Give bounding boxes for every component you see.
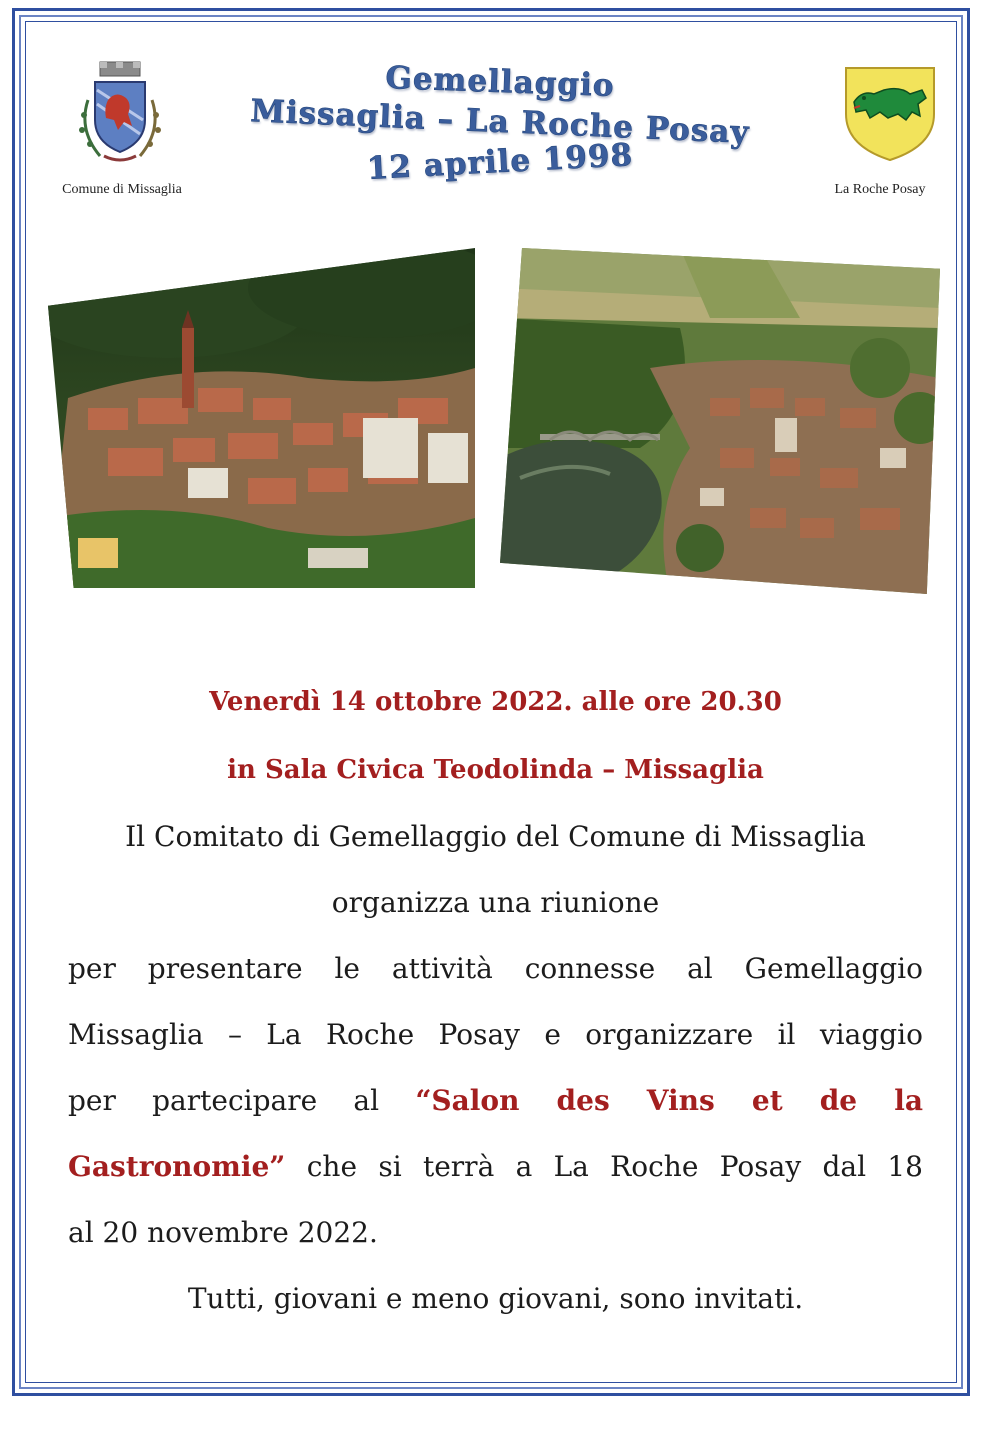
- missaglia-logo-caption: Comune di Missaglia: [62, 182, 182, 197]
- salon-name-part2: Gastronomie”: [68, 1150, 286, 1183]
- missaglia-crest-logo: [70, 60, 170, 170]
- missaglia-aerial-photo: [48, 248, 475, 588]
- la-roche-posay-crest-logo: [840, 64, 940, 164]
- body-line-7: al 20 novembre 2022.: [68, 1216, 378, 1249]
- body-line-4: Missaglia – La Roche Posay e organizzare il viaggio: [68, 1018, 923, 1051]
- body-line-2: organizza una riunione: [331, 886, 660, 919]
- body-line-3: per presentare le attività connesse al Gemellaggio: [68, 952, 923, 985]
- announcement-body: [68, 668, 923, 1332]
- la-roche-posay-logo-caption: La Roche Posay: [834, 182, 926, 197]
- body-line-6: [68, 1134, 923, 1200]
- body-line-6-text: che si terrà a La Roche Posay dal 18: [306, 1150, 924, 1183]
- event-date-line: Venerdì 14 ottobre 2022. alle ore 20.30: [209, 687, 782, 717]
- body-line-5: [68, 1068, 923, 1134]
- event-place-line: in Sala Civica Teodolinda – Missaglia: [227, 755, 764, 785]
- title-line-gemellaggio: Gemellaggio: [384, 60, 616, 104]
- body-line-5-text: per partecipare al: [68, 1084, 416, 1117]
- closing-line: Tutti, giovani e meno giovani, sono invitati.: [187, 1282, 804, 1315]
- body-line-1: Il Comitato di Gemellaggio del Comune di Missaglia: [125, 820, 866, 853]
- title-line-towns: Missaglia – La Roche Posay: [249, 93, 751, 151]
- page-title: [190, 60, 810, 187]
- title-line-date: 12 aprile 1998: [366, 137, 634, 187]
- la-roche-posay-aerial-photo: [500, 248, 940, 594]
- salon-name-part1: “Salon des Vins et de la: [415, 1084, 923, 1117]
